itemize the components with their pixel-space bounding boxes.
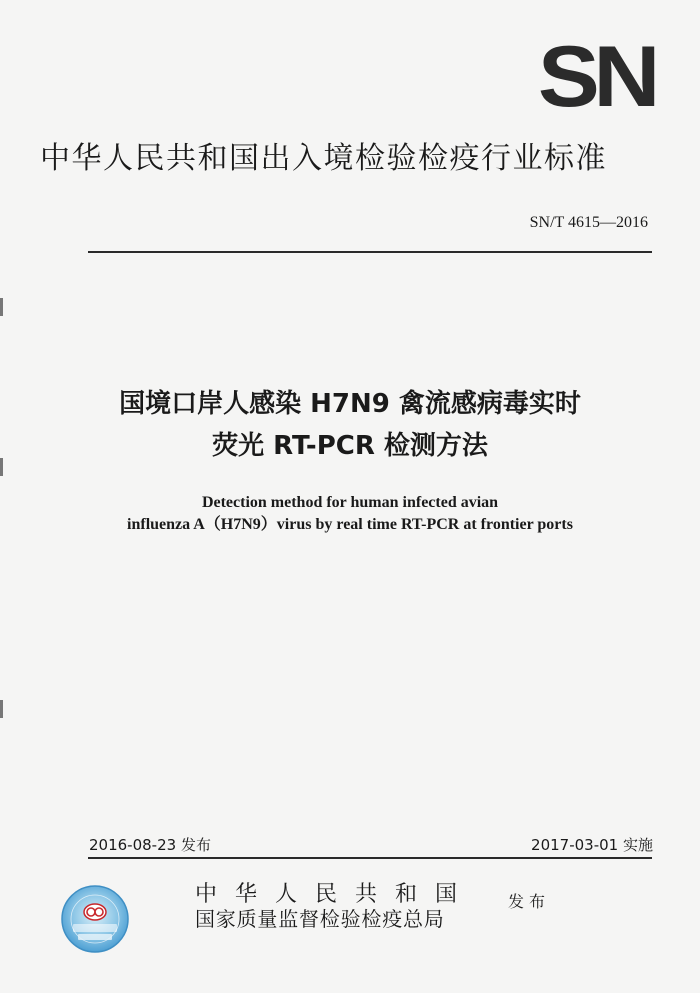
english-title-line-2: influenza A（H7N9）virus by real time RT-PCR at frontier ports: [127, 516, 573, 533]
scan-edge-mark: [0, 700, 3, 718]
top-divider: [88, 251, 652, 253]
anti-counterfeit-seal-icon: [60, 884, 130, 954]
chinese-title-line-1: 国境口岸人感染 H7N9 禽流感病毒实时: [119, 389, 581, 419]
english-title-line-1: Detection method for human infected avian: [201, 494, 499, 511]
scan-edge-mark: [0, 298, 3, 316]
bottom-divider: [88, 857, 652, 859]
issuing-authority-line-1: 中华人民共和国: [195, 882, 476, 907]
implementation-date: 2017-03-01 实施: [531, 836, 653, 854]
industry-standard-title: 中华人民共和国出入境检验检疫行业标准: [40, 141, 607, 176]
standard-number: SN/T 4615—2016: [529, 214, 648, 231]
chinese-title-line-2: 荧光 RT-PCR 检测方法: [212, 431, 488, 461]
issue-date: 2016-08-23 发布: [89, 836, 211, 854]
issuing-authority-line-2: 国家质量监督检验检疫总局: [195, 907, 445, 931]
sn-logo: SN: [537, 29, 654, 125]
scan-edge-mark: [0, 458, 3, 476]
publish-label: 发布: [508, 892, 551, 911]
